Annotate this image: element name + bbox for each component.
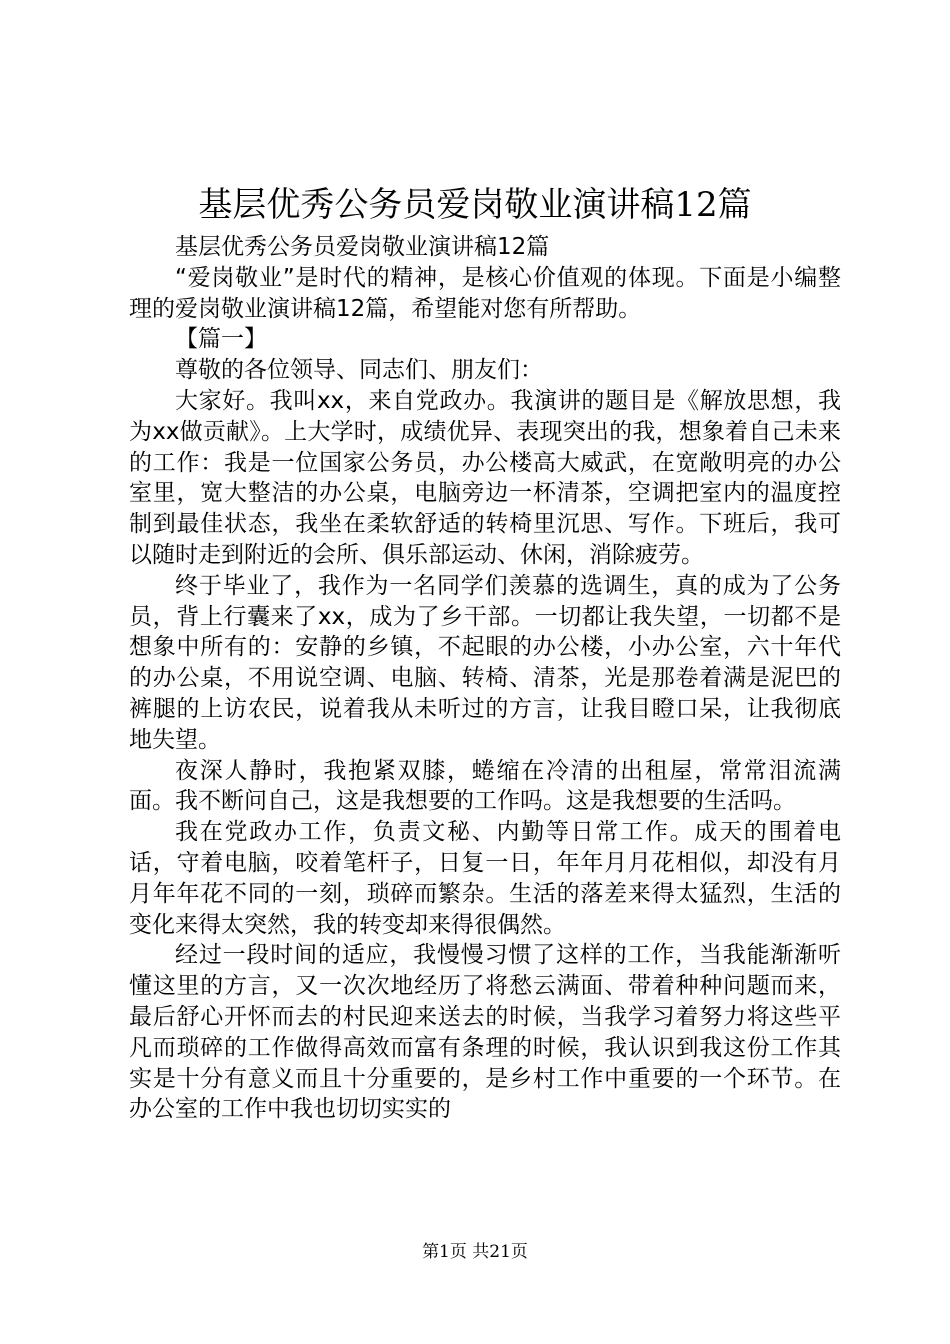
paragraph-body: 终于毕业了，我作为一名同学们羡慕的选调生，真的成为了公务员，背上行囊来了xx，成为了乡干部。一切都让我失望，一切都不是想象中所有的：安静的乡镇，不起眼的办公楼，小办公室，六十年代的办公桌，不用说空调、电脑、转椅、清茶，光是那卷着满是泥巴的裤腿的上访农民，说着我从未听过的方言，让我目瞪口呆，让我彻底地失望。 <box>129 572 841 753</box>
paragraph-subtitle: 基层优秀公务员爱岗敬业演讲稿12篇 <box>175 234 550 260</box>
paragraph-body: 我在党政办工作，负责文秘、内勤等日常工作。成天的围着电话，守着电脑，咬着笔杆子，日复一日，年年月月花相似，却没有月月年年花不同的一刻，琐碎而繁杂。生活的落差来得太猛烈，生活的变化来得太突然，我的转变却来得很偶然。 <box>129 819 841 938</box>
page-footer: 第1页 共21页 <box>422 1242 528 1262</box>
section-heading: 【篇一】 <box>175 326 267 353</box>
document-body <box>129 232 841 1125</box>
paragraph-body: 大家好。我叫xx，来自党政办。我演讲的题目是《解放思想，我为xx做贡献》。上大学时，成绩优异、表现突出的我，想象着自己未来的工作：我是一位国家公务员，办公楼高大威武，在宽敞明亮的办公室里，宽大整洁的办公桌，电脑旁边一杯清茶，空调把室内的温度控制到最佳状态，我坐在柔软舒适的转椅里沉思、写作。下班后，我可以随时走到附近的会所、俱乐部运动、休闲，消除疲劳。 <box>129 387 841 568</box>
paragraph-body: 经过一段时间的适应，我慢慢习惯了这样的工作，当我能渐渐听懂这里的方言，又一次次地经历了将愁云满面、带着种种问题而来，最后舒心开怀而去的村民迎来送去的时候，当我学习着努力将这些平凡而琐碎的工作做得高效而富有条理的时候，我认识到我这份工作其实是十分有意义而且十分重要的，是乡村工作中重要的一个环节。在办公室的工作中我也切切实实的 <box>129 942 841 1123</box>
paragraph-body: 夜深人静时，我抱紧双膝，蜷缩在冷清的出租屋，常常泪流满面。我不断问自己，这是我想要的工作吗。这是我想要的生活吗。 <box>129 757 841 815</box>
paragraph-salutation: 尊敬的各位领导、同志们、朋友们： <box>175 357 543 384</box>
paragraph-intro: “爱岗敬业”是时代的精神，是核心价值观的体现。下面是小编整理的爱岗敬业演讲稿12篇，希望能对您有所帮助。 <box>129 264 841 322</box>
document-title: 基层优秀公务员爱岗敬业演讲稿12篇 <box>198 185 752 225</box>
